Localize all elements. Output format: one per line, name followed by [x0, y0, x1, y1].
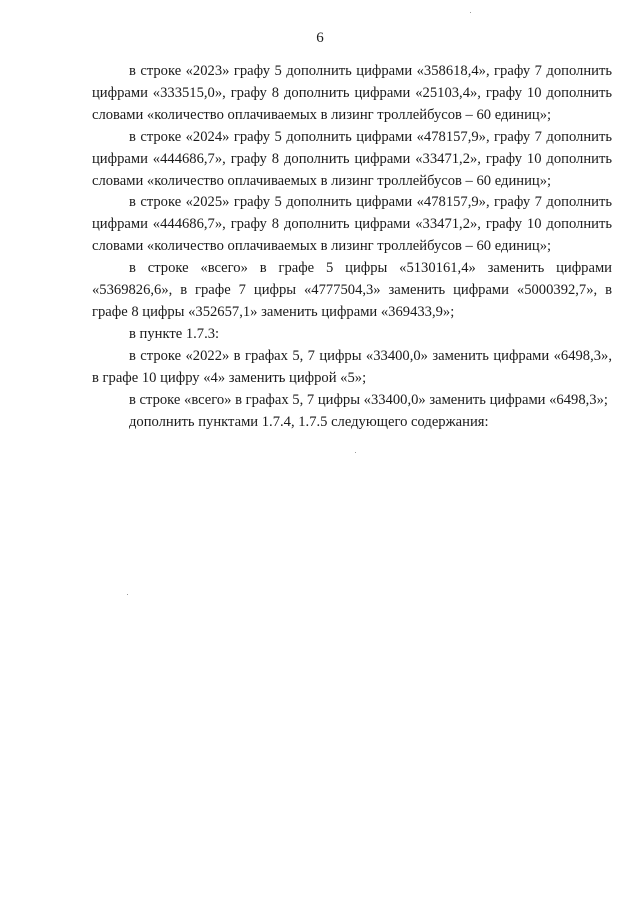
page-number: 6 — [316, 30, 324, 46]
scan-speck — [127, 594, 128, 595]
scan-speck — [355, 452, 356, 453]
amendment-row-2023: в строке «2023» графу 5 дополнить цифрами «358618,4», графу 7 дополнить цифрами «333515,0», графу 8 дополнить цифрами «25103,4», графу 10 дополнить словами «количество оплачиваемых в лизинг троллейбусов – 60 единиц»; — [92, 63, 612, 123]
amendment-row-2025: в строке «2025» графу 5 дополнить цифрами «478157,9», графу 7 дополнить цифрами «444686,7», графу 8 дополнить цифрами «33471,2», графу 10 дополнить словами «количество оплачиваемых в лизинг троллейбусов – 60 единиц»; — [92, 194, 612, 255]
amendment-row-total-1-7-3: в строке «всего» в графах 5, 7 цифры «33400,0» заменить цифрами «6498,3»; — [129, 391, 608, 408]
clause-reference: в пункте 1.7.3: — [129, 325, 220, 342]
amendment-row-2024: в строке «2024» графу 5 дополнить цифрами «478157,9», графу 7 дополнить цифрами «444686,7», графу 8 дополнить цифрами «33471,2», графу 10 дополнить словами «количество оплачиваемых в лизинг троллейбусов – 60 единиц»; — [92, 128, 612, 189]
scan-speck — [470, 12, 471, 13]
amendment-row-2022: в строке «2022» в графах 5, 7 цифры «33400,0» заменить цифрами «6498,3», в графе 10 цифру «4» заменить цифрой «5»; — [92, 347, 612, 386]
document-body — [92, 61, 612, 433]
amendment-row-total: в строке «всего» в графе 5 цифры «5130161,4» заменить цифрами «5369826,6», в графе 7 цифры «4777504,3» заменить цифрами «5000392,7», в графе 8 цифры «352657,1» заменить цифрами «369433,9»; — [92, 260, 612, 320]
closing-paragraph: дополнить пунктами 1.7.4, 1.7.5 следующего содержания: — [129, 413, 489, 430]
